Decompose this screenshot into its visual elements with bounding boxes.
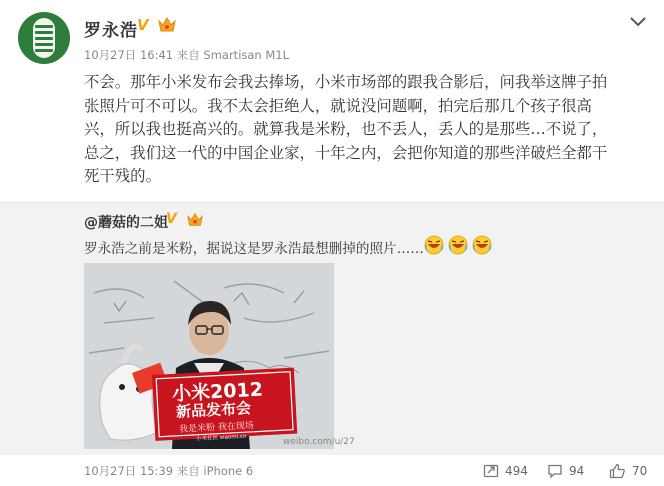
chevron-down-icon[interactable] (628, 14, 648, 30)
post-source[interactable]: Smartisan M1L (203, 48, 290, 62)
repost-icon (483, 463, 499, 479)
comment-icon (547, 463, 563, 479)
thumbs-up-icon (609, 463, 626, 479)
banner-tagline: 我是米粉 我在现场 (178, 421, 255, 435)
repost-button[interactable] (483, 460, 528, 482)
retweet-date[interactable]: 10月27日 (84, 464, 137, 478)
source-prefix: 来自 (176, 48, 200, 62)
retweet-meta (84, 463, 253, 479)
laughing-emoji-icon (424, 235, 496, 255)
post-date[interactable]: 10月27日 (84, 48, 137, 62)
repost-count: 494 (505, 464, 528, 478)
retweet-author[interactable]: @蘑菇的二姐 (84, 215, 168, 231)
retweet-source[interactable]: iPhone 6 (203, 464, 254, 478)
retweet-text: 罗永浩之前是米粉，据说这是罗永浩最想删掉的照片…… (84, 241, 424, 257)
post-content (84, 71, 650, 189)
source-prefix: 来自 (176, 464, 200, 478)
comment-count: 94 (569, 464, 585, 478)
like-button[interactable] (609, 460, 647, 482)
banner-footer: 小米社区 xiaomi.cn (195, 433, 247, 443)
verified-badge: V (137, 16, 149, 34)
retweet-time[interactable]: 15:39 (139, 464, 174, 478)
content-line: 总之，我们这一代的中国企业家，十年之内，会把你知道的那些洋破烂全都干 (84, 143, 608, 162)
comment-button[interactable] (547, 460, 584, 482)
member-crown-icon (186, 211, 204, 228)
author-name[interactable]: 罗永浩 (84, 21, 138, 41)
banner-subtitle: 新品发布会 (175, 399, 252, 421)
author-avatar[interactable] (18, 12, 70, 64)
retweet-verified-badge: V (166, 211, 177, 227)
content-line: 不会。那年小米发布会我去捧场，小米市场部的跟我合影后，问我举这牌子拍 (84, 73, 608, 91)
content-line: 兴，所以我也挺高兴的。就算我是米粉，也不丢人，丢人的是那些…不说了， (84, 120, 608, 139)
retweet-card (0, 202, 664, 455)
content-line: 张照片可不可以。我不太会拒绝人，就说没问题啊，拍完后那几个孩子很高 (84, 96, 592, 115)
post-time[interactable]: 16:41 (139, 48, 174, 62)
banner-title: 小米2012 (171, 378, 264, 406)
avatar-logo (33, 18, 55, 58)
member-crown-icon (157, 15, 177, 34)
post-meta (84, 47, 289, 63)
content-line: 死干残的。 (84, 167, 161, 186)
like-count: 70 (632, 464, 648, 478)
photo-watermark: weibo.com/u/27 (283, 437, 355, 447)
